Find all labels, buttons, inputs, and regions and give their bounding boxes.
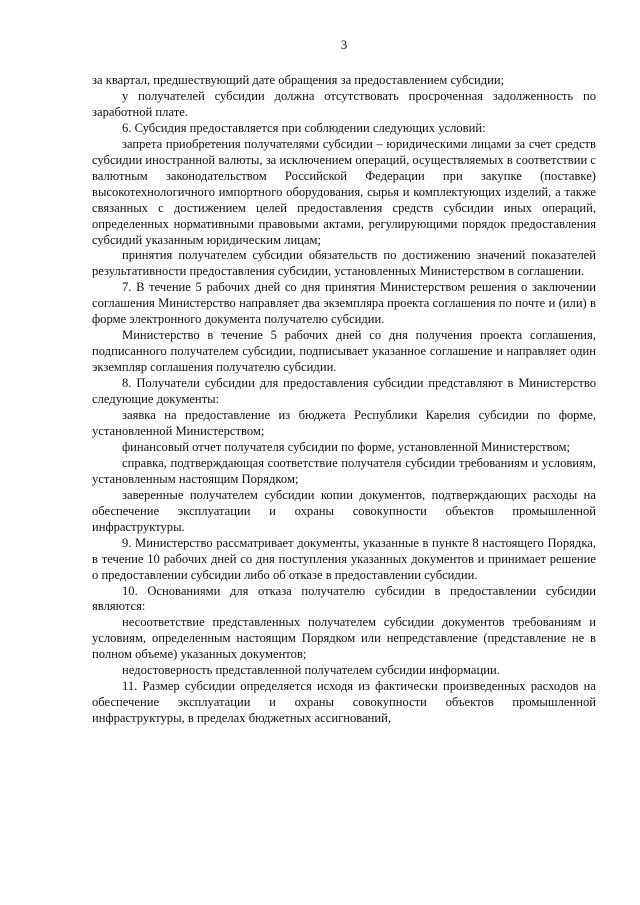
paragraph-continued-line: за квартал, предшествующий дате обращения за предоставлением субсидии; <box>92 73 505 87</box>
paragraph-clause-8: 8. Получатели субсидии для предоставления субсидии представляют в Министерство следующие документы: <box>92 376 596 407</box>
paragraph-clause-7: 7. В течение 5 рабочих дней со дня принятия Министерством решения о заключении соглашения Министерство направляет два экземпляра проекта соглашения по почте и (или) в форме электронного документа получателю субсидии. <box>92 280 596 327</box>
paragraph-clause-6: 6. Субсидия предоставляется при соблюдении следующих условий: <box>122 120 486 135</box>
paragraph-clause-8-certificate: справка, подтверждающая соответствие получателя субсидии требованиям и условиям, установленным настоящим Порядком; <box>92 455 596 486</box>
page-number: 3 <box>340 37 348 52</box>
paragraph-clause-10-unreliable: недостоверность представленной получателем субсидии информации. <box>122 663 500 678</box>
paragraph-clause-8-application: заявка на предоставление из бюджета Республики Карелия субсидии по форме, установленной Министерством; <box>92 408 596 438</box>
document-body <box>92 73 596 727</box>
paragraph-clause-8-copies: заверенные получателем субсидии копии документов, подтверждающих расходы на обеспечение эксплуатации и охраны совокупности объектов промышленной инфраструктуры. <box>92 487 596 534</box>
document-page <box>92 36 596 727</box>
paragraph-clause-7-signing: Министерство в течение 5 рабочих дней со дня получения проекта соглашения, подписанного получателем субсидии, подписывает указанное соглашение и направляет один экземпляр соглашения получателю субсидии. <box>92 328 596 375</box>
paragraph-clause-8-financial-report: финансовый отчет получателя субсидии по форме, установленной Министерством; <box>122 439 571 454</box>
paragraph-clause-6-indicators: принятия получателем субсидии обязательств по достижению значений показателей результативности предоставления субсидии, установленных Министерством в соглашении. <box>92 248 596 279</box>
paragraph-clause-10-mismatch: несоответствие представленных получателем субсидии документов требованиям и условиям, определенным настоящим Порядком или непредставление (представление не в полном объеме) указанных документов; <box>92 615 596 662</box>
paragraph-clause-11: 11. Размер субсидии определяется исходя из фактически произведенных расходов на обеспечение эксплуатации и охраны совокупности объектов промышленной инфраструктуры, в пределах бюджетных ассигнований, <box>92 679 596 726</box>
paragraph-no-salary-debt: у получателей субсидии должна отсутствовать просроченная задолженность по заработной плате. <box>92 88 596 119</box>
paragraph-clause-10: 10. Основаниями для отказа получателю субсидии в предоставлении субсидии являются: <box>92 583 596 614</box>
paragraph-clause-9: 9. Министерство рассматривает документы, указанные в пункте 8 настоящего Порядка, в течение 10 рабочих дней со дня поступления указанных документов и принимает решение о предоставлении субсидии либо об отказе в предоставлении субсидии. <box>92 535 596 582</box>
paragraph-clause-6-currency-ban: запрета приобретения получателями субсидии – юридическими лицами за счет средств субсидии иностранной валюты, за исключением операций, осуществляемых в соответствии с валютным законодательством Российской Федерации при закупке (поставке) высокотехнологичного импортного оборудования, сырья и комплектующих изделий, а также связанных с достижением целей предоставления средств субсидии иных операций, определенных нормативными правовыми актами, регулирующими порядок предоставления субсидий указанным юридическим лицам; <box>92 136 596 247</box>
